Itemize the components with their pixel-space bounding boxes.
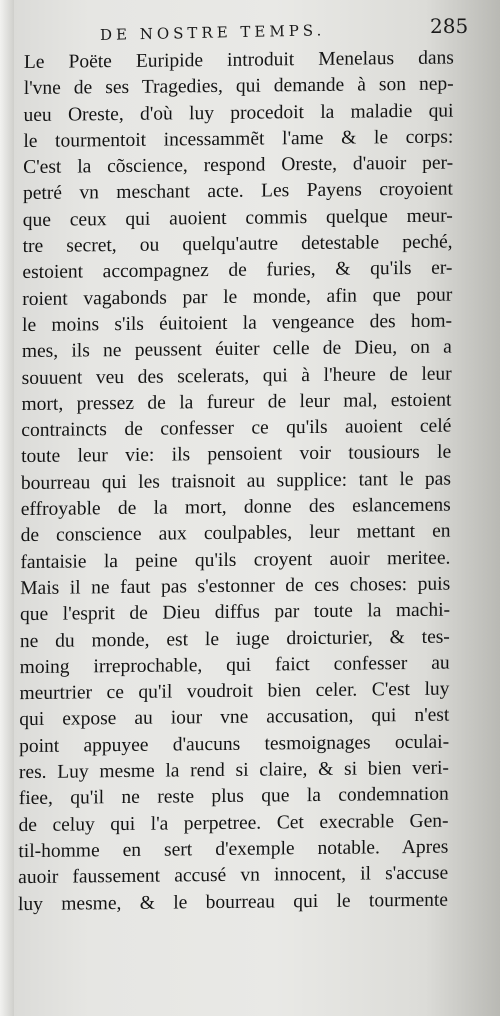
- text-line: souuent veu des scelerats, qui à l'heure de leur: [21, 363, 452, 389]
- page-number: 285: [430, 14, 469, 38]
- text-line: fantaisie la peine qu'ils croyent auoir meritee.: [20, 547, 451, 573]
- text-line: res. Luy mesme la rend si claire, & si bien veri-: [18, 757, 450, 784]
- text-line: point appuyee d'aucuns tesmoignages oculai-: [19, 731, 450, 757]
- page-header: [0, 8, 500, 48]
- text-line: que ceux qui auoient commis quelque meur-: [22, 205, 453, 231]
- text-line: le tourmentoit incessammẽt l'ame & le corps:: [23, 126, 454, 152]
- body-text: [18, 45, 454, 917]
- text-line: bourreau qui les traisnoit au supplice: tant le pas: [20, 468, 452, 494]
- text-line: estoient accompagnez de furies, & qu'ils er-: [22, 257, 453, 284]
- text-line: ueu Oreste, d'où luy procedoit la maladie qui: [23, 100, 454, 126]
- text-line: mes, ils ne peussent éuiter celle de Dieu, on a: [21, 336, 452, 363]
- text-line: fiee, qu'il ne reste plus que la condemnation: [18, 783, 449, 810]
- text-line: auoir faussement accusé vn innocent, il s'accuse: [18, 862, 449, 889]
- running-head: DE NOSTRE TEMPS.: [99, 21, 326, 44]
- text-line: l'vne de ses Tragedies, qui demande à son nep-: [23, 73, 454, 100]
- text-line: qui expose au iour vne accusation, qui n'est: [19, 705, 450, 731]
- text-line: Le Poëte Euripide introduit Menelaus dans: [23, 47, 454, 74]
- text-line: tre secret, ou quelqu'autre detestable peché,: [22, 231, 453, 258]
- text-line: ne du monde, est le iuge droicturier, & tes-: [19, 626, 450, 652]
- text-line: mort, pressez de la fureur de leur mal, estoient: [21, 389, 452, 415]
- text-line: contraincts de confesser ce qu'ils auoient celé: [21, 415, 452, 442]
- text-line: moing irreprochable, qui faict confesser au: [19, 652, 450, 678]
- text-line: de conscience aux coulpables, leur mettant en: [20, 520, 451, 547]
- text-line: effroyable de la mort, donne des eslancemens: [20, 494, 451, 521]
- text-line: roient vagabonds par le monde, afin que pour: [22, 284, 453, 310]
- text-line: Mais il ne faut pas s'estonner de ces choses: puis: [20, 573, 451, 600]
- text-line: petré vn meschant acte. Les Payens croyoient: [22, 178, 454, 205]
- text-line: que l'esprit de Dieu diffus par toute la machi-: [19, 599, 451, 626]
- text-line: til-homme en sert d'exemple notable. Apres: [18, 836, 449, 863]
- text-line: luy mesme, & le bourreau qui le tourmente: [17, 889, 449, 915]
- text-line: toute leur vie: ils pensoient voir tousiours le: [21, 442, 452, 468]
- text-line: le moins s'ils éuitoient la vengeance des hom-: [22, 310, 453, 337]
- text-line: C'est la cõscience, respond Oreste, d'auoir per-: [23, 152, 454, 179]
- page-gutter: [0, 0, 14, 1016]
- text-line: de celuy qui l'a perpetree. Cet execrable Gen-: [18, 810, 449, 836]
- text-line: meurtrier ce qu'il voudroit bien celer. C'est luy: [19, 678, 450, 705]
